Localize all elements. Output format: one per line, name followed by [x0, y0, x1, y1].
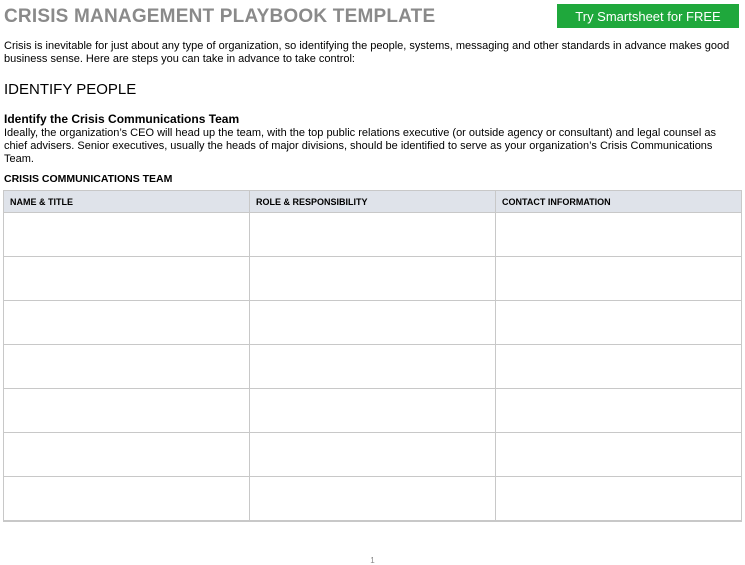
- page-title: CRISIS MANAGEMENT PLAYBOOK TEMPLATE: [4, 6, 436, 27]
- table-row: [4, 213, 742, 257]
- table-cell-name[interactable]: [4, 301, 250, 345]
- try-smartsheet-button[interactable]: Try Smartsheet for FREE: [557, 4, 739, 28]
- section-body-text: Ideally, the organization’s CEO will head up the team, with the top public relations executive (or outside agency or consultant) and legal counsel as chief advisers. Senior executives, usually the heads of major divisions, should be identified to serve as your organization’s Crisis Communications Team.: [4, 127, 716, 165]
- table-cell-contact[interactable]: [496, 433, 742, 477]
- table-cell-role[interactable]: [250, 301, 496, 345]
- column-header-contact: CONTACT INFORMATION: [496, 191, 742, 213]
- table-cell-contact[interactable]: [496, 389, 742, 433]
- column-header-name-title: NAME & TITLE: [4, 191, 250, 213]
- table-row: [4, 477, 742, 522]
- table-row: [4, 433, 742, 477]
- table-cell-name[interactable]: [4, 389, 250, 433]
- crisis-team-table: [3, 190, 742, 522]
- page-number: 1: [370, 556, 375, 565]
- table-cell-contact[interactable]: [496, 257, 742, 301]
- table-cell-role[interactable]: [250, 389, 496, 433]
- table-cell-name[interactable]: [4, 345, 250, 389]
- table-cell-role[interactable]: [250, 257, 496, 301]
- table-cell-name[interactable]: [4, 433, 250, 477]
- table-cell-contact[interactable]: [496, 477, 742, 522]
- subsection-heading: Identify the Crisis Communications Team: [4, 112, 240, 126]
- section-heading: IDENTIFY PEOPLE: [4, 81, 137, 98]
- table-caption: CRISIS COMMUNICATIONS TEAM: [4, 173, 173, 185]
- intro-text: Crisis is inevitable for just about any type of organization, so identifying the people, systems, messaging and other standards in advance makes good business sense. Here are steps you can take in advance to take control:: [4, 40, 730, 65]
- table-cell-name[interactable]: [4, 257, 250, 301]
- table-cell-contact[interactable]: [496, 213, 742, 257]
- table-row: [4, 301, 742, 345]
- table-row: [4, 389, 742, 433]
- table-row: [4, 257, 742, 301]
- table-header-row: [4, 191, 742, 213]
- table-row: [4, 345, 742, 389]
- table-cell-contact[interactable]: [496, 345, 742, 389]
- column-header-role: ROLE & RESPONSIBILITY: [250, 191, 496, 213]
- table-cell-name[interactable]: [4, 213, 250, 257]
- table-cell-name[interactable]: [4, 477, 250, 522]
- table-cell-contact[interactable]: [496, 301, 742, 345]
- table-cell-role[interactable]: [250, 213, 496, 257]
- table-cell-role[interactable]: [250, 433, 496, 477]
- table-cell-role[interactable]: [250, 477, 496, 522]
- table-cell-role[interactable]: [250, 345, 496, 389]
